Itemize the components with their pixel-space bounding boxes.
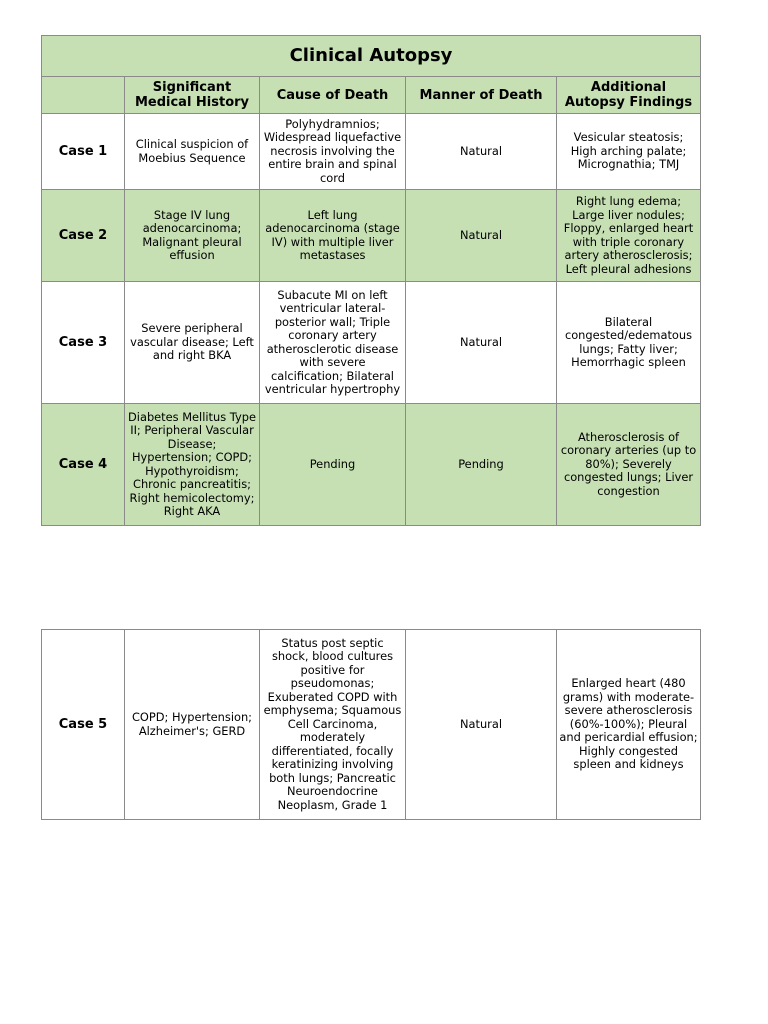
table-row bbox=[42, 404, 701, 526]
header-manner: Manner of Death bbox=[406, 77, 557, 114]
case-label: Case 1 bbox=[42, 114, 125, 190]
case-5-table bbox=[41, 629, 701, 820]
history-cell: COPD; Hypertension; Alzheimer's; GERD bbox=[125, 630, 260, 820]
manner-cell: Pending bbox=[406, 404, 557, 526]
cause-cell: Status post septic shock, blood cultures positive for pseudomonas; Exuberated COPD with emphysema; Squamous Cell Carcinoma, moderately differentiated, focally keratinizing involving both lungs; Pancreatic Neuroendocrine Neoplasm, Grade 1 bbox=[260, 630, 406, 820]
table-row bbox=[42, 114, 701, 190]
history-cell: Stage IV lung adenocarcinoma; Malignant pleural effusion bbox=[125, 190, 260, 282]
header-history: Significant Medical History bbox=[125, 77, 260, 114]
manner-cell: Natural bbox=[406, 114, 557, 190]
table-title: Clinical Autopsy bbox=[42, 36, 701, 77]
manner-cell: Natural bbox=[406, 190, 557, 282]
header-row bbox=[42, 77, 701, 114]
case-label: Case 5 bbox=[42, 630, 125, 820]
header-cause: Cause of Death bbox=[260, 77, 406, 114]
cause-cell: Left lung adenocarcinoma (stage IV) with multiple liver metastases bbox=[260, 190, 406, 282]
findings-cell: Vesicular steatosis; High arching palate; Micrognathia; TMJ bbox=[557, 114, 701, 190]
case-label: Case 2 bbox=[42, 190, 125, 282]
findings-cell: Enlarged heart (480 grams) with moderate-severe atherosclerosis (60%-100%); Pleural and pericardial effusion; Highly congested spleen and kidneys bbox=[557, 630, 701, 820]
history-cell: Diabetes Mellitus Type II; Peripheral Vascular Disease; Hypertension; COPD; Hypothyroidism; Chronic pancreatitis; Right hemicolectomy; Right AKA bbox=[125, 404, 260, 526]
cause-cell: Polyhydramnios; Widespread liquefactive necrosis involving the entire brain and spinal cord bbox=[260, 114, 406, 190]
findings-cell: Bilateral congested/edematous lungs; Fatty liver; Hemorrhagic spleen bbox=[557, 282, 701, 404]
cause-cell: Subacute MI on left ventricular lateral-posterior wall; Triple coronary artery atherosclerotic disease with severe calcification; Bilateral ventricular hypertrophy bbox=[260, 282, 406, 404]
history-cell: Clinical suspicion of Moebius Sequence bbox=[125, 114, 260, 190]
title-row bbox=[42, 36, 701, 77]
table-row bbox=[42, 282, 701, 404]
case-label: Case 3 bbox=[42, 282, 125, 404]
header-findings: Additional Autopsy Findings bbox=[557, 77, 701, 114]
history-cell: Severe peripheral vascular disease; Left and right BKA bbox=[125, 282, 260, 404]
manner-cell: Natural bbox=[406, 282, 557, 404]
cause-cell: Pending bbox=[260, 404, 406, 526]
clinical-autopsy-table bbox=[41, 35, 701, 526]
table-row bbox=[42, 630, 701, 820]
manner-cell: Natural bbox=[406, 630, 557, 820]
findings-cell: Right lung edema; Large liver nodules; Floppy, enlarged heart with triple coronary artery atherosclerosis; Left pleural adhesions bbox=[557, 190, 701, 282]
findings-cell: Atherosclerosis of coronary arteries (up to 80%); Severely congested lungs; Liver congestion bbox=[557, 404, 701, 526]
header-case bbox=[42, 77, 125, 114]
table-row bbox=[42, 190, 701, 282]
case-label: Case 4 bbox=[42, 404, 125, 526]
